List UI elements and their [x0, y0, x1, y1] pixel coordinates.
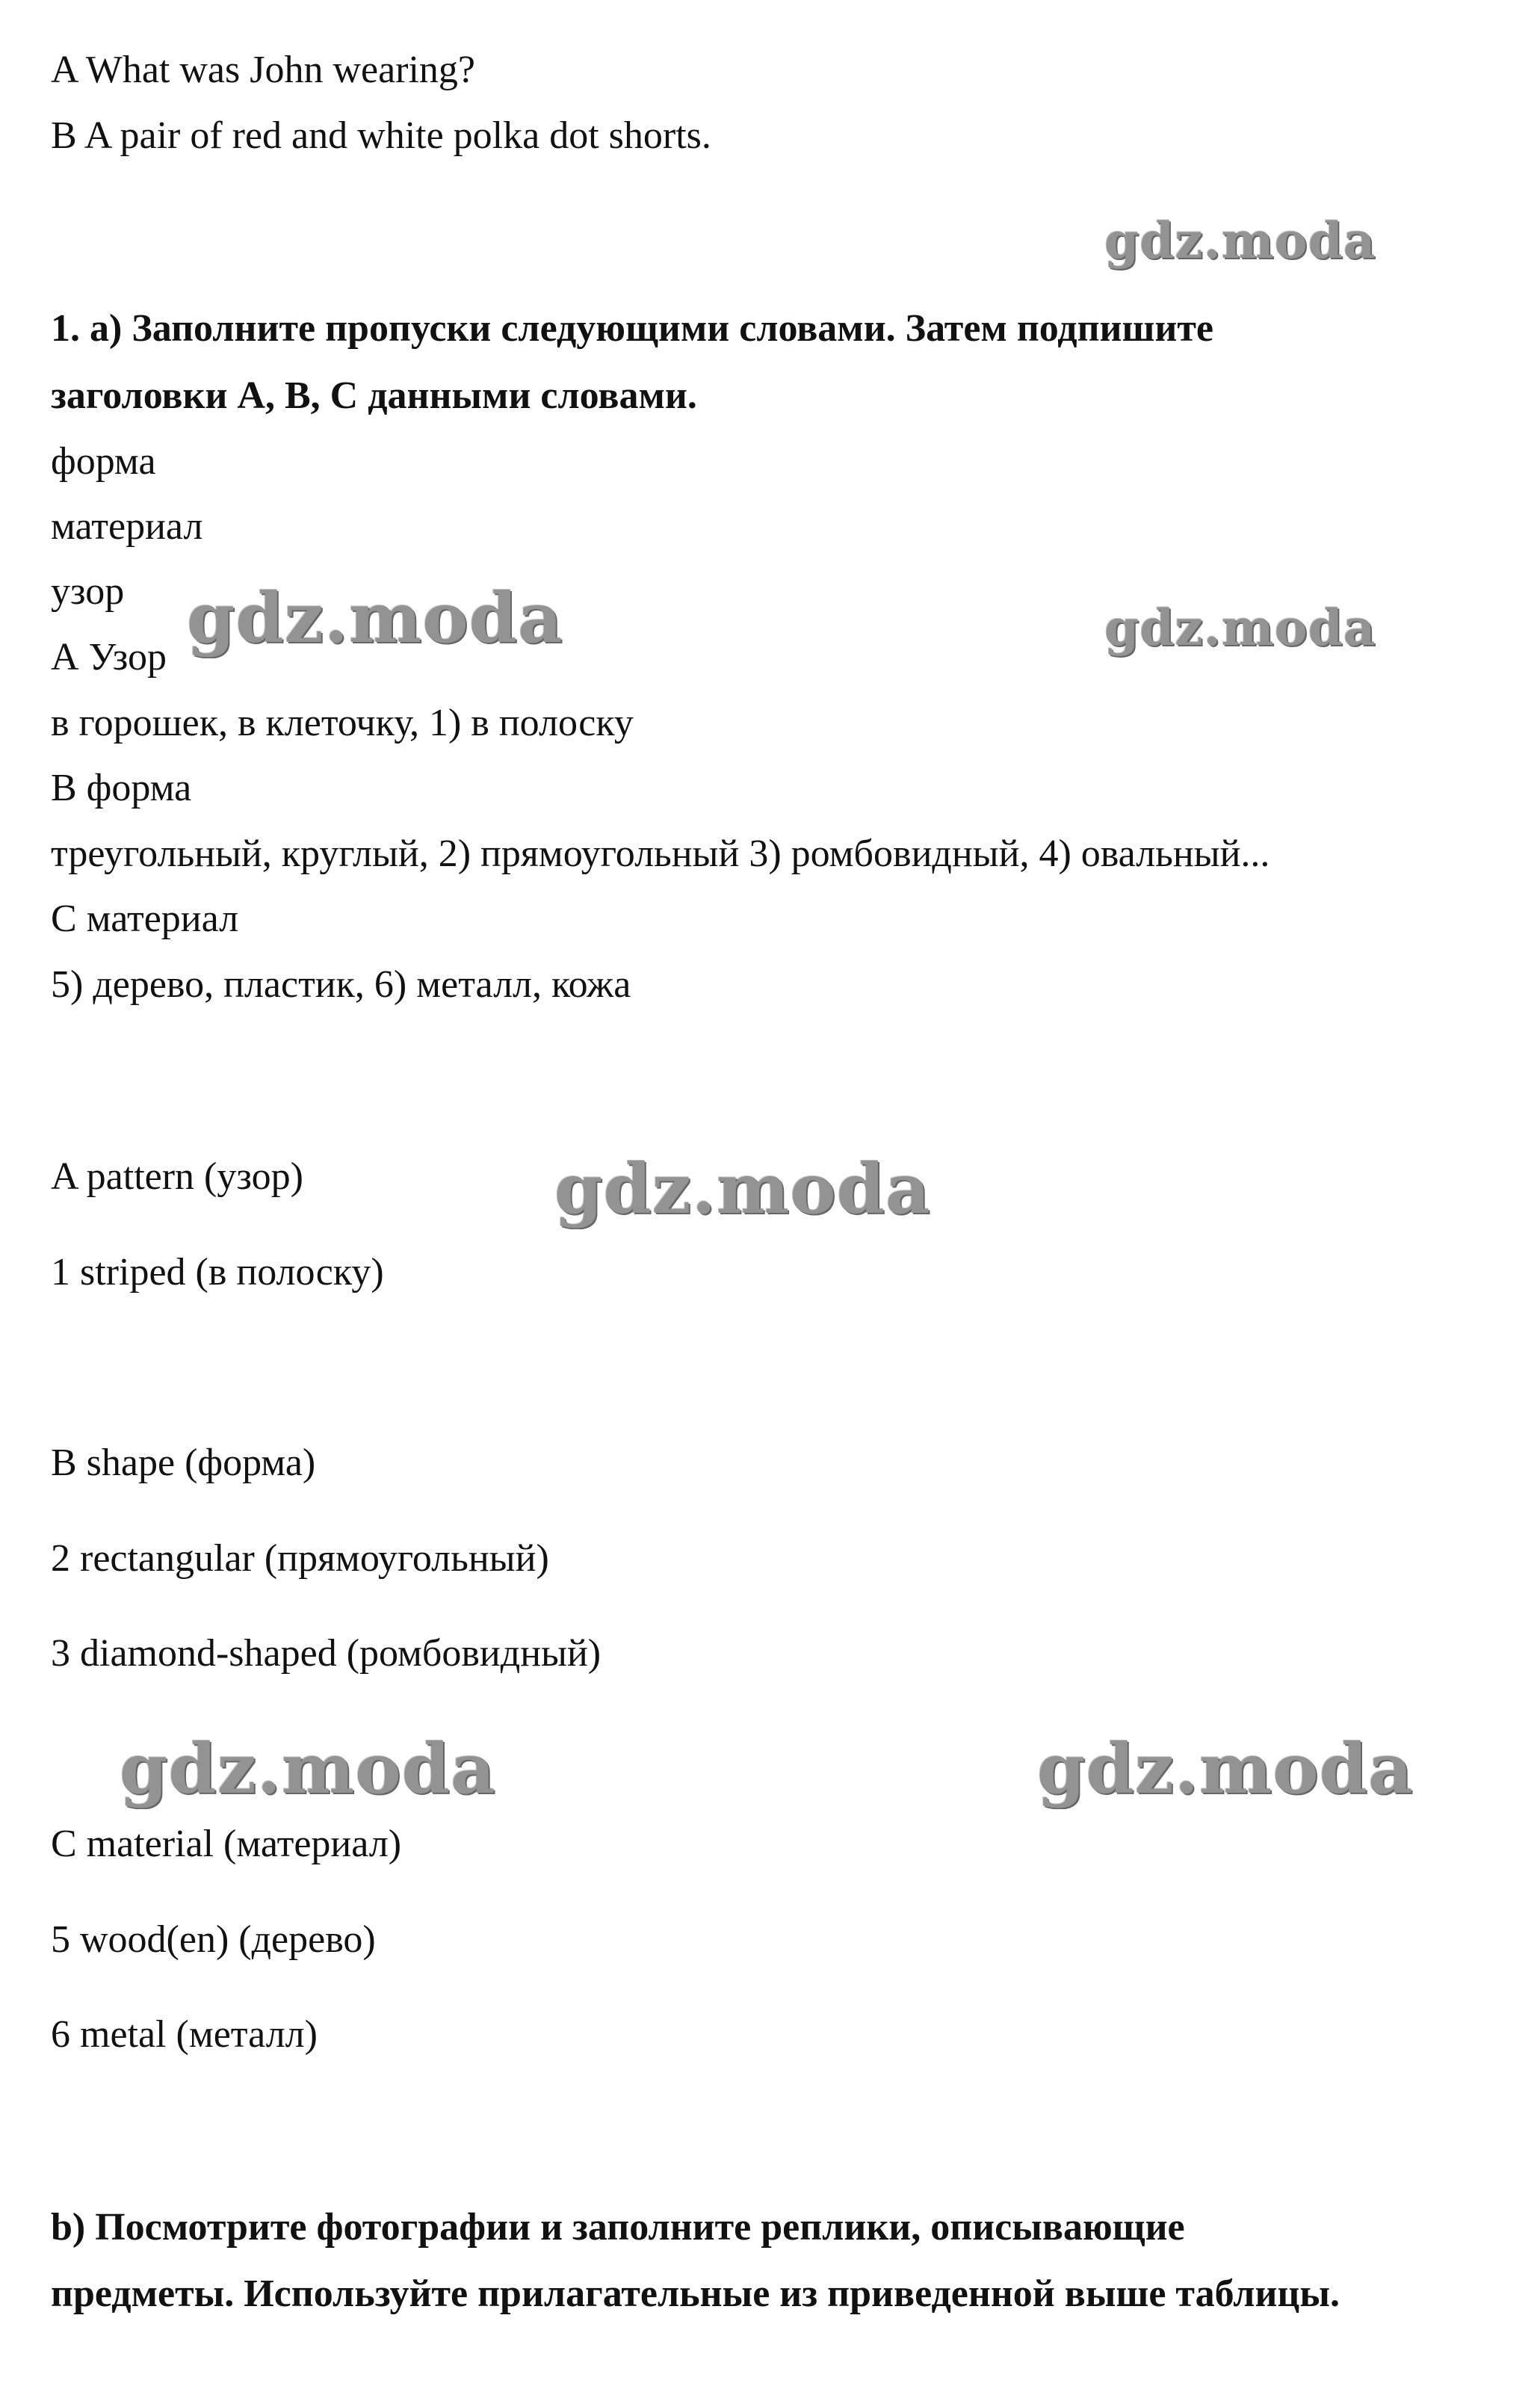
dialogue-line-b: B A pair of red and white polka dot shorts. [51, 114, 711, 157]
word-option-pattern: узор [51, 570, 125, 613]
section-a-items: в горошек, в клеточку, 1) в полоску [51, 702, 634, 744]
section-a-heading: А Узор [51, 636, 167, 679]
task-a-heading-line2: заголовки А, В, С данными словами. [51, 374, 697, 417]
answer-1-striped: 1 striped (в полоску) [51, 1251, 384, 1294]
watermark-logo: gdz.moda [1104, 211, 1376, 270]
watermark-logo: gdz.moda [120, 1728, 496, 1809]
section-c-heading: С материал [51, 897, 239, 940]
section-b-items: треугольный, круглый, 2) прямоугольный 3) ромбовидный, 4) овальный... [51, 832, 1270, 875]
section-c-items: 5) дерево, пластик, 6) металл, кожа [51, 963, 631, 1006]
watermark-logo: gdz.moda [187, 578, 563, 658]
task-a-heading-line1: 1. a) Заполните пропуски следующими словами. Затем подпишите [51, 307, 1213, 350]
task-b-heading-line1: b) Посмотрите фотографии и заполните реплики, описывающие [51, 2206, 1185, 2249]
answer-2-rectangular: 2 rectangular (прямоугольный) [51, 1537, 549, 1580]
answer-b-shape: B shape (форма) [51, 1441, 316, 1484]
answer-5-wooden: 5 wood(en) (дерево) [51, 1918, 376, 1961]
watermark-logo: gdz.moda [1037, 1728, 1414, 1809]
answer-c-material: C material (материал) [51, 1823, 402, 1865]
word-option-shape: форма [51, 440, 156, 483]
answer-6-metal: 6 metal (металл) [51, 2013, 318, 2056]
answer-3-diamond-shaped: 3 diamond-shaped (ромбовидный) [51, 1632, 602, 1675]
task-b-heading-line2: предметы. Используйте прилагательные из приведенной выше таблицы. [51, 2272, 1340, 2315]
watermark-logo: gdz.moda [554, 1149, 931, 1229]
watermark-logo: gdz.moda [1104, 599, 1376, 657]
answer-a-pattern: A pattern (узор) [51, 1155, 303, 1198]
word-option-material: материал [51, 505, 203, 548]
section-b-heading: В форма [51, 767, 192, 809]
dialogue-line-a: A What was John wearing? [51, 49, 476, 91]
